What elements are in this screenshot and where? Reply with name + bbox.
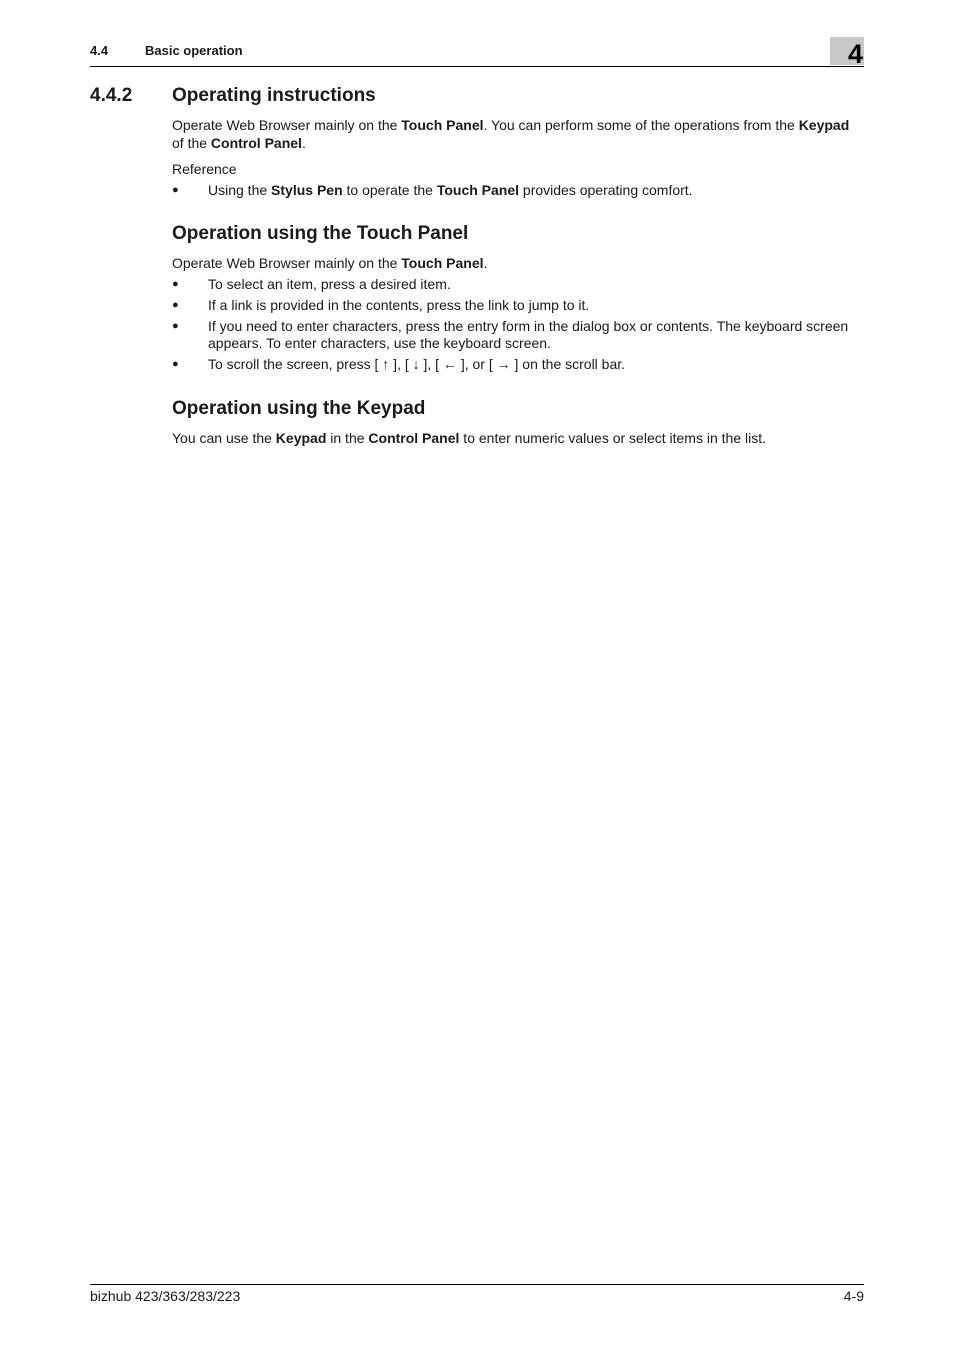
keypad-text-2: in the bbox=[326, 430, 369, 446]
intro-bold-touch-panel: Touch Panel bbox=[401, 117, 484, 133]
reference-text-3: provides operating comfort. bbox=[519, 182, 693, 198]
keypad-heading: Operation using the Keypad bbox=[172, 398, 426, 419]
reference-label: Reference bbox=[172, 161, 237, 177]
intro-text-3: of the bbox=[172, 135, 211, 151]
reference-bold-stylus-pen: Stylus Pen bbox=[271, 182, 343, 198]
intro-paragraph bbox=[172, 116, 864, 152]
reference-text-2: to operate the bbox=[342, 182, 437, 198]
keypad-text-3: to enter numeric values or select items in the list. bbox=[459, 430, 766, 446]
page-header bbox=[90, 36, 864, 67]
keypad-bold-control-panel: Control Panel bbox=[368, 430, 460, 446]
list-item-text: If you need to enter characters, press the entry form in the dialog box or contents. The keyboard screen appears. To enter characters, use the keyboard screen. bbox=[208, 318, 849, 351]
list-item-text: To scroll the screen, press [ ↑ ], [ ↓ ], [ ← ], or [ → ] on the scroll bar. bbox=[208, 356, 626, 372]
bullet-icon: ● bbox=[172, 358, 179, 370]
intro-text-4: . bbox=[301, 135, 306, 151]
touch-panel-lead-text-2: . bbox=[483, 255, 488, 271]
keypad-paragraph bbox=[172, 429, 864, 447]
reference-item-text bbox=[208, 182, 864, 199]
bullet-icon: ● bbox=[172, 278, 179, 290]
section-heading bbox=[90, 85, 376, 107]
header-section-title: Basic operation bbox=[145, 43, 243, 58]
reference-bold-touch-panel: Touch Panel bbox=[436, 182, 520, 198]
intro-bold-keypad: Keypad bbox=[798, 117, 850, 133]
intro-text-2: . You can perform some of the operations from the bbox=[483, 117, 799, 133]
header-section-number: 4.4 bbox=[90, 43, 109, 58]
keypad-bold-keypad: Keypad bbox=[275, 430, 327, 446]
section-title: Operating instructions bbox=[172, 85, 376, 106]
bullet-icon: ● bbox=[172, 299, 179, 311]
touch-panel-lead bbox=[172, 254, 864, 272]
keypad-text-1: You can use the bbox=[172, 430, 276, 446]
touch-panel-lead-bold: Touch Panel bbox=[401, 255, 484, 271]
touch-panel-lead-text-1: Operate Web Browser mainly on the bbox=[172, 255, 402, 271]
intro-text-1: Operate Web Browser mainly on the bbox=[172, 117, 402, 133]
list-item-text: If a link is provided in the contents, press the link to jump to it. bbox=[208, 297, 590, 313]
bullet-icon: ● bbox=[172, 184, 179, 196]
footer-page-number: 4-9 bbox=[843, 1288, 864, 1304]
intro-bold-control-panel: Control Panel bbox=[210, 135, 302, 151]
bullet-icon: ● bbox=[172, 320, 179, 332]
section-number: 4.4.2 bbox=[90, 85, 133, 106]
touch-panel-heading: Operation using the Touch Panel bbox=[172, 223, 469, 244]
chapter-tab: 4 bbox=[830, 37, 864, 65]
page-footer bbox=[90, 1284, 864, 1304]
footer-model: bizhub 423/363/283/223 bbox=[90, 1288, 241, 1304]
list-item-text: To select an item, press a desired item. bbox=[208, 276, 451, 292]
reference-text-1: Using the bbox=[208, 182, 272, 198]
